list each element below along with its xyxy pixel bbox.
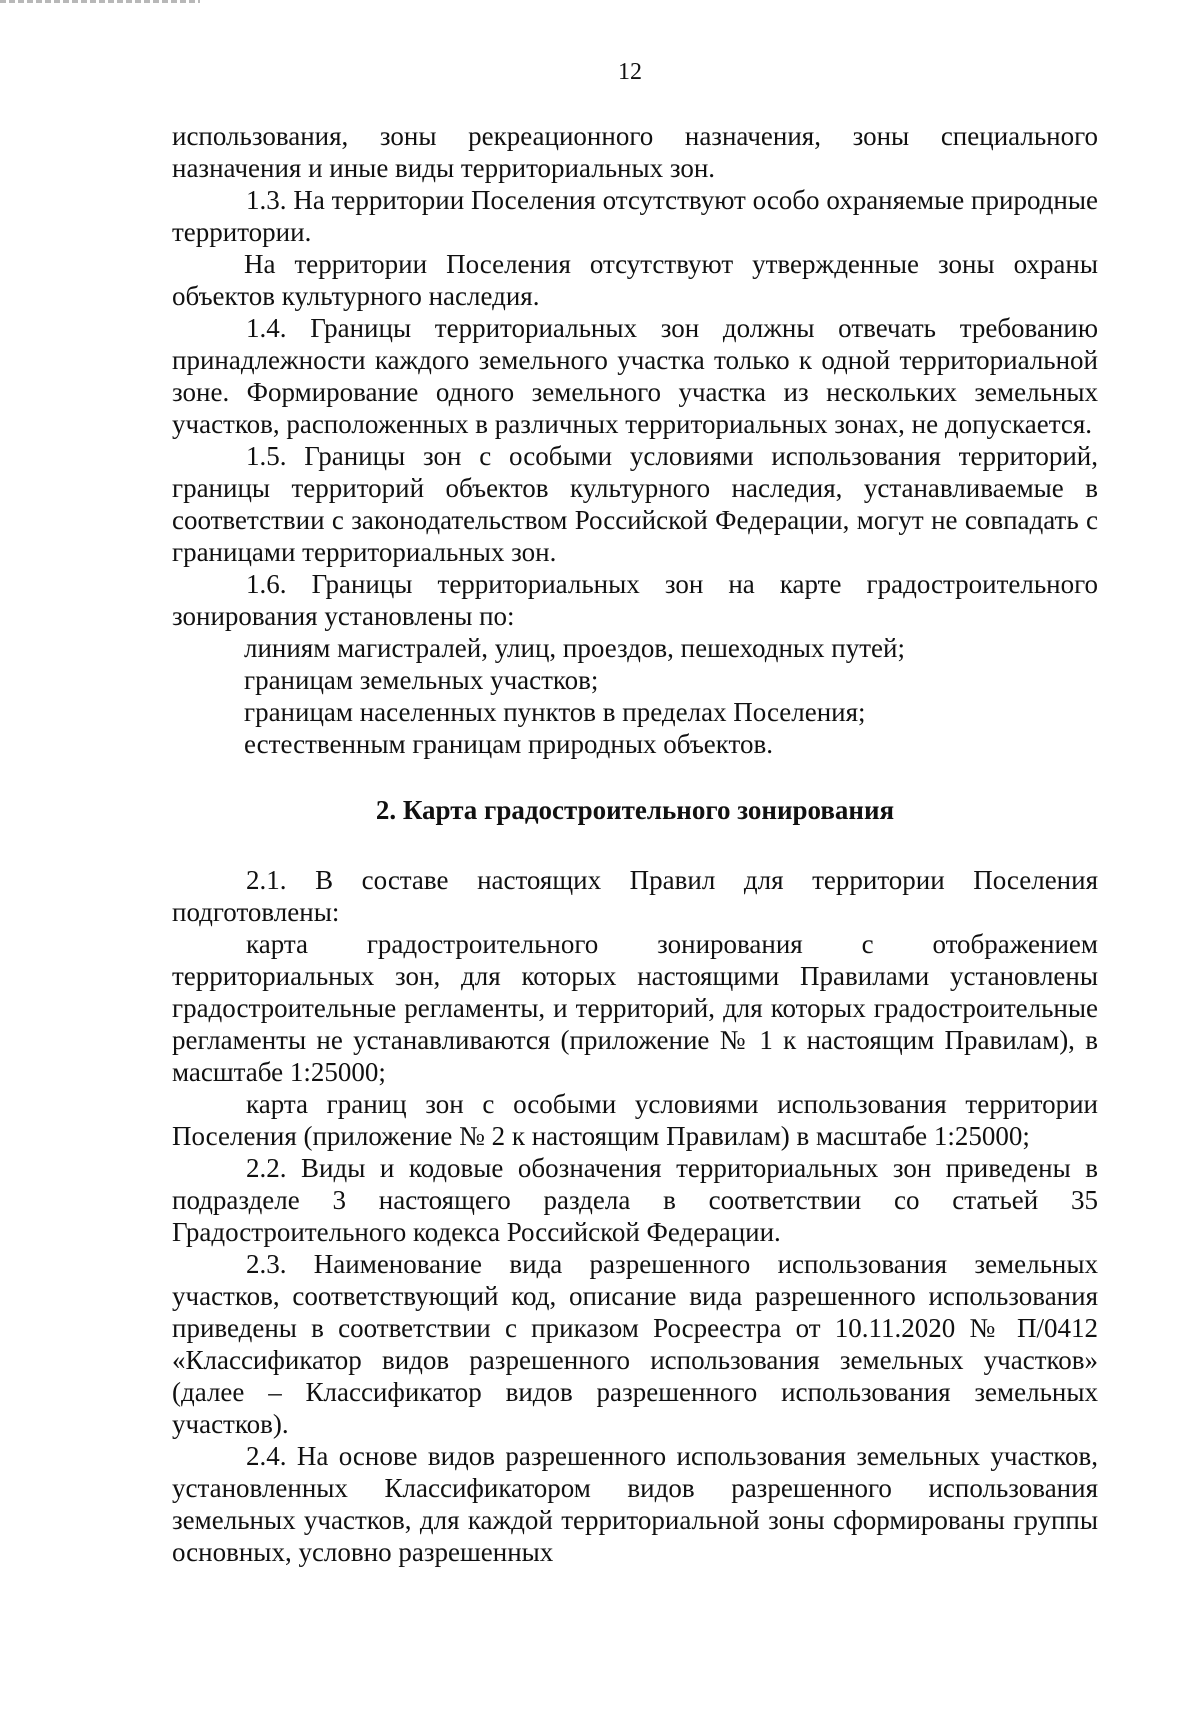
page-number: 12 [618, 59, 642, 85]
scan-artifact [0, 0, 200, 3]
list-item: линиям магистралей, улиц, проездов, пешеходных путей; [244, 633, 905, 663]
paragraph-1-3: 1.3. На территории Поселения отсутствуют особо охраняемые природные территории. [172, 185, 1098, 247]
paragraph-2-1: 2.1. В составе настоящих Правил для территории Поселения подготовлены: [172, 865, 1098, 927]
paragraph-zoning-map: карта градостроительного зонирования с отображением территориальных зон, для которых настоящими Правилами установлены градостроительные регламенты, и территорий, для которых градостроительные регламенты не устанавливаются (приложение № 1 к настоящим Правилам), в масштабе 1:25000; [172, 929, 1098, 1087]
paragraph-heritage: На территории Поселения отсутствуют утвержденные зоны охраны объектов культурного наследия. [172, 249, 1098, 311]
paragraph-1-4: 1.4. Границы территориальных зон должны отвечать требованию принадлежности каждого земельного участка только к одной территориальной зоне. Формирование одного земельного участка из нескольких земельных участков, расположенных в различных территориальных зонах, не допускается. [172, 313, 1098, 439]
list-item: границам населенных пунктов в пределах Поселения; [244, 697, 866, 727]
list-item: естественным границам природных объектов. [244, 729, 773, 759]
paragraph-zones-map: карта границ зон с особыми условиями использования территории Поселения (приложение № 2 к настоящим Правилам) в масштабе 1:25000; [172, 1089, 1098, 1151]
paragraph-continuation: использования, зоны рекреационного назначения, зоны специального назначения и иные виды территориальных зон. [172, 121, 1098, 183]
paragraph-2-2: 2.2. Виды и кодовые обозначения территориальных зон приведены в подразделе 3 настоящего раздела в соответствии со статьей 35 Градостроительного кодекса Российской Федерации. [172, 1153, 1098, 1247]
paragraph-1-6: 1.6. Границы территориальных зон на карте градостроительного зонирования установлены по: [172, 569, 1098, 631]
section-heading: 2. Карта градостроительного зонирования [375, 795, 895, 825]
paragraph-2-4: 2.4. На основе видов разрешенного использования земельных участков, установленных Классификатором видов разрешенного использования земельных участков, для каждой территориальной зоны сформированы группы основных, условно разрешенных [172, 1441, 1098, 1567]
paragraph-1-5: 1.5. Границы зон с особыми условиями использования территорий, границы территорий объектов культурного наследия, устанавливаемые в соответствии с законодательством Российской Федерации, могут не совпадать с границами территориальных зон. [172, 441, 1098, 567]
list-item: границам земельных участков; [244, 665, 599, 695]
paragraph-2-3: 2.3. Наименование вида разрешенного использования земельных участков, соответствующий код, описание вида разрешенного использования приведены в соответствии с приказом Росреестра от 10.11.2020 № П/0412 «Классификатор видов разрешенного использования земельных участков» (далее – Классификатор видов разрешенного использования земельных участков). [172, 1249, 1098, 1439]
document-body [172, 120, 1098, 1568]
